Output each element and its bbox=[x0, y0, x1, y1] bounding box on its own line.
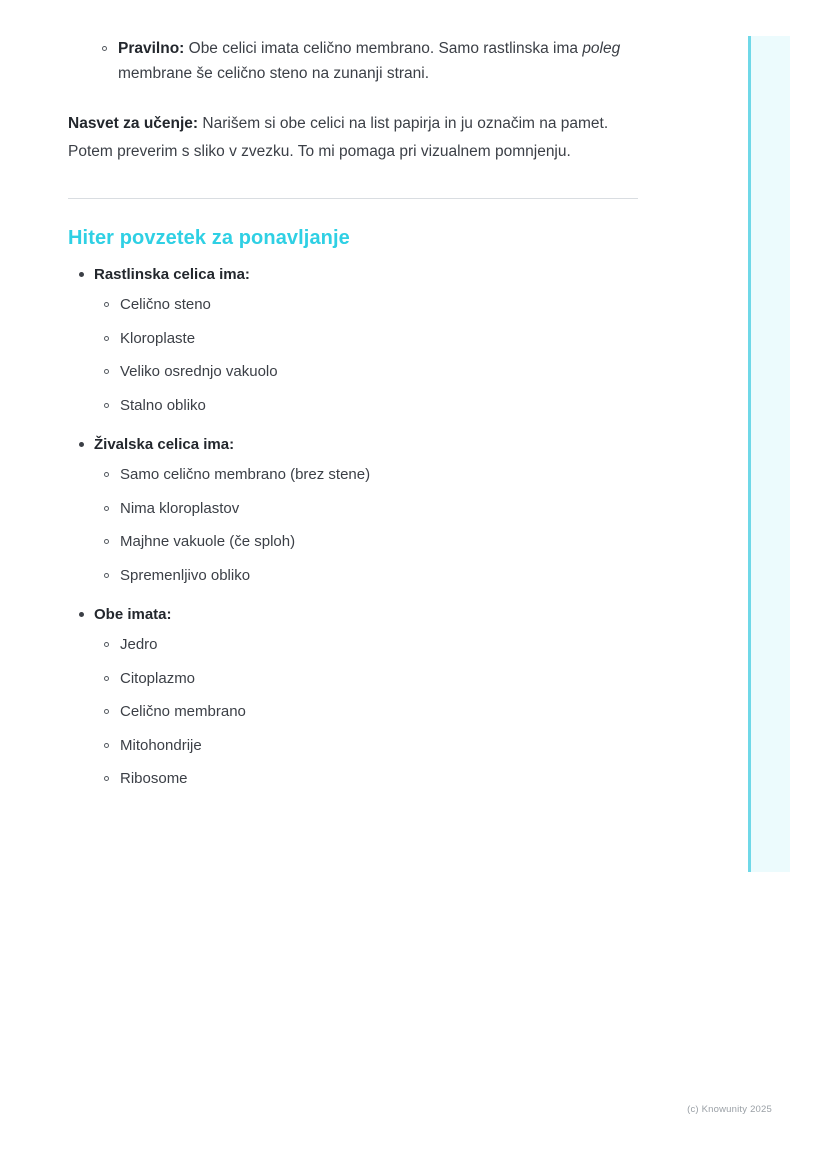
group-title-both: Obe imata: bbox=[68, 604, 638, 626]
right-accent-strip bbox=[748, 36, 790, 872]
group-list-both bbox=[68, 628, 638, 796]
list-item: Kloroplaste bbox=[68, 322, 638, 356]
learning-tip-paragraph bbox=[68, 110, 638, 166]
section-divider bbox=[68, 198, 638, 199]
learning-tip-label: Nasvet za učenje: bbox=[68, 115, 199, 132]
list-item: Samo celično membrano (brez stene) bbox=[68, 458, 638, 492]
group-list-plant bbox=[68, 288, 638, 422]
list-item: Stalno obliko bbox=[68, 389, 638, 423]
list-item: Citoplazmo bbox=[68, 662, 638, 696]
top-note-label: Pravilno: bbox=[118, 40, 185, 57]
summary-group-both bbox=[68, 604, 638, 796]
list-item: Mitohondrije bbox=[68, 729, 638, 763]
group-title-animal: Živalska celica ima: bbox=[68, 434, 638, 456]
list-item: Nima kloroplastov bbox=[68, 492, 638, 526]
list-item: Veliko osrednjo vakuolo bbox=[68, 355, 638, 389]
group-title-plant: Rastlinska celica ima: bbox=[68, 264, 638, 286]
top-note-italic: poleg bbox=[582, 40, 621, 57]
list-item: Celično membrano bbox=[68, 695, 638, 729]
summary-group-animal bbox=[68, 434, 638, 592]
learning-tip-text: Narišem si obe celici na list papirja in ju označim na pamet. Potem preverim s sliko v zvezku. To mi pomaga pri vizualnem pomnjenju. bbox=[68, 115, 609, 160]
list-item: Majhne vakuole (če sploh) bbox=[68, 525, 638, 559]
summary-heading: Hiter povzetek za ponavljanje bbox=[68, 227, 350, 249]
page-footer: (c) Knowunity 2025 bbox=[687, 1104, 772, 1115]
list-item: Spremenljivo obliko bbox=[68, 559, 638, 593]
top-note-text-after: membrane še celično steno na zunanji strani. bbox=[118, 65, 430, 82]
top-note-text-before: Obe celici imata celično membrano. Samo rastlinska ima bbox=[184, 40, 583, 57]
document-content bbox=[68, 36, 638, 796]
list-item: Jedro bbox=[68, 628, 638, 662]
list-item: Celično steno bbox=[68, 288, 638, 322]
group-list-animal bbox=[68, 458, 638, 592]
summary-group-plant bbox=[68, 264, 638, 422]
top-note-item bbox=[68, 36, 638, 86]
top-note-list bbox=[68, 36, 638, 86]
list-item: Ribosome bbox=[68, 762, 638, 796]
